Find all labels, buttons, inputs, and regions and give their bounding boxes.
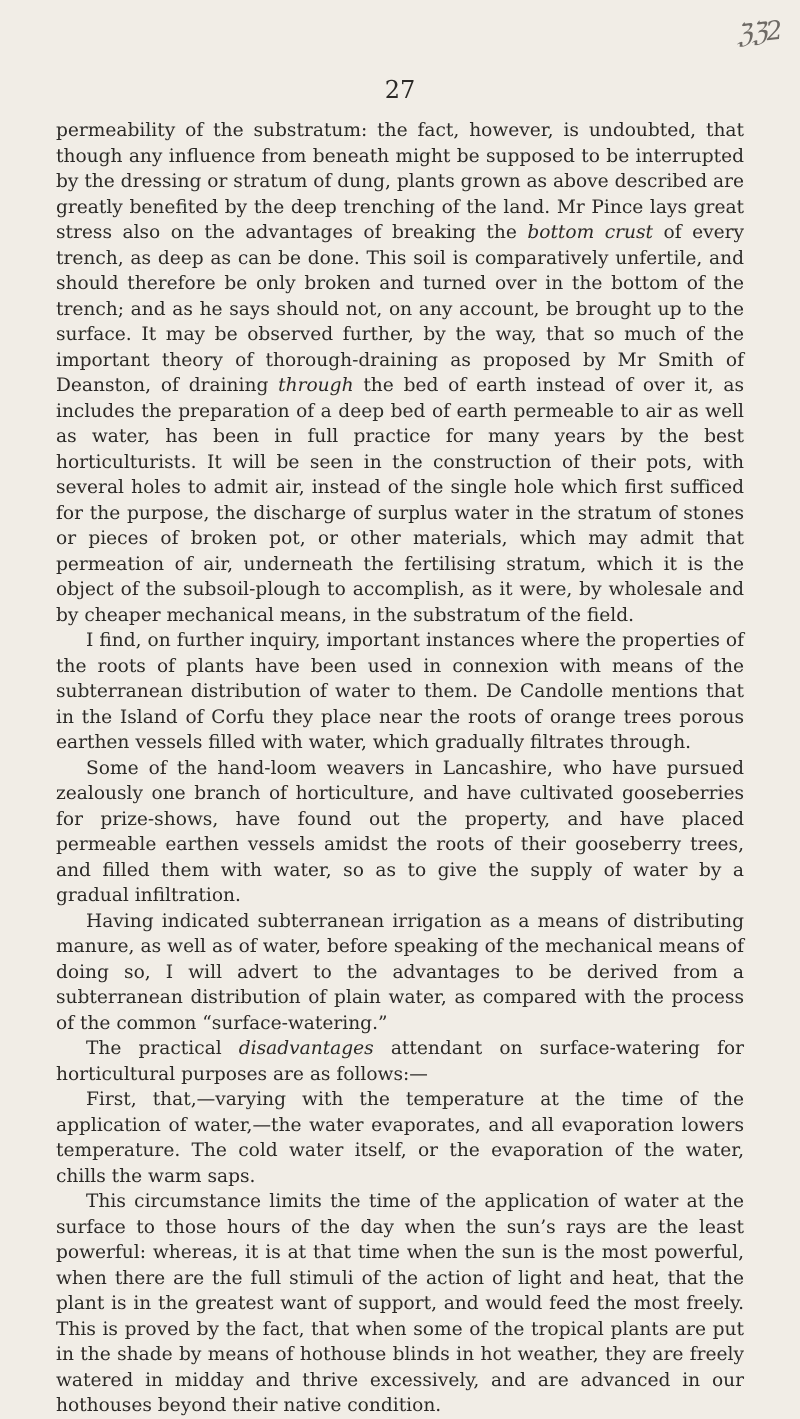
text-segment: permeability of the substratum: the fact, however, is undoubted, that though any influence from beneath might be supposed to be interrupted by the dressing or stratum of dung, plants grown as above described are greatly benefited by the deep trenching of the land. Mr Pince lays great stress also on the advantages of breaking the bbox=[56, 120, 744, 243]
page-number: 27 bbox=[384, 76, 416, 104]
text-segment: First, that,—varying with the temperature at the time of the application of water,—the water evaporates, and all evaporation lowers temperature. The cold water itself, or the evaporation of the water, chills the warm saps. bbox=[56, 1089, 744, 1187]
italic-text: bottom crust bbox=[527, 222, 654, 243]
text-segment: Some of the hand-loom weavers in Lancashire, who have pursued zealously one branch of horticulture, and have cultivated gooseberries for prize-shows, have found out the property, and have placed permeable earthen vessels amidst the roots of their gooseberry trees, and filled them with water, so as to give the supply of water by a gradual infiltration. bbox=[56, 757, 744, 906]
italic-text: disadvantages bbox=[238, 1038, 374, 1059]
text-segment: of every trench, as deep as can be done. This soil is comparatively unfertile, and should therefore be only broken and turned over in the bottom of the trench; and as he says should not, on any account, be brought up to the surface. It may be observed further, by the way, that so much of the important theory of thorough-draining as proposed by Mr Smith of Deanston, of draining bbox=[56, 222, 744, 396]
text-segment: The practical bbox=[86, 1038, 239, 1059]
paragraph bbox=[56, 1087, 744, 1189]
text-segment: the bed of earth instead of over it, as includes the preparation of a deep bed of earth permeable to air as well as water, has been in full practice for many years by the best horticulturists. It will be seen in the construction of their pots, with several holes to admit air, instead of the single hole which first sufficed for the purpose, the discharge of surplus water in the stratum of stones or pieces of broken pot, or other materials, which may admit that permeation of air, underneath the fertilising stratum, which it is the object of the subsoil-plough to accomplish, as it were, by wholesale and by cheaper mechanical means, in the substratum of the field. bbox=[56, 375, 744, 626]
body-text bbox=[56, 118, 744, 1419]
text-segment: attendant on surface-watering for horticultural purposes are as follows:— bbox=[56, 1038, 745, 1085]
text-segment: Having indicated subterranean irrigation as a means of distributing manure, as well as of water, before speaking of the mechanical means of doing so, I will advert to the advantages to be derived from a subterranean distribution of plain water, as compared with the process of the common “surface-watering.” bbox=[56, 910, 744, 1034]
paragraph bbox=[56, 756, 744, 909]
text-segment: I find, on further inquiry, important instances where the properties of the roots of plants have been used in connexion with means of the subterranean distribution of water to them. De Candolle mentions that in the Island of Corfu they place near the roots of orange trees porous earthen vessels filled with water, which gradually filtrates through. bbox=[56, 630, 744, 753]
text-segment: This circumstance limits the time of the application of water at the surface to those hours of the day when the sun’s rays are the least powerful: whereas, it is at that time when the sun is the most powerful, when there are the full stimuli of the action of light and heat, that the plant is in the greatest want of support, and would feed the most freely. This is proved by the fact, that when some of the tropical plants are put in the shade by means of hothouse blinds in hot weather, they are freely watered in midday and thrive excessively, and are advanced in our hothouses beyond their native condition. bbox=[56, 1191, 744, 1416]
paragraph bbox=[56, 118, 744, 628]
paragraph bbox=[56, 1036, 744, 1087]
italic-text: through bbox=[278, 375, 354, 396]
paragraph bbox=[56, 628, 744, 756]
manuscript-mark: ℨℨ2 bbox=[734, 15, 784, 51]
paragraph bbox=[56, 909, 744, 1037]
paragraph bbox=[56, 1189, 744, 1419]
